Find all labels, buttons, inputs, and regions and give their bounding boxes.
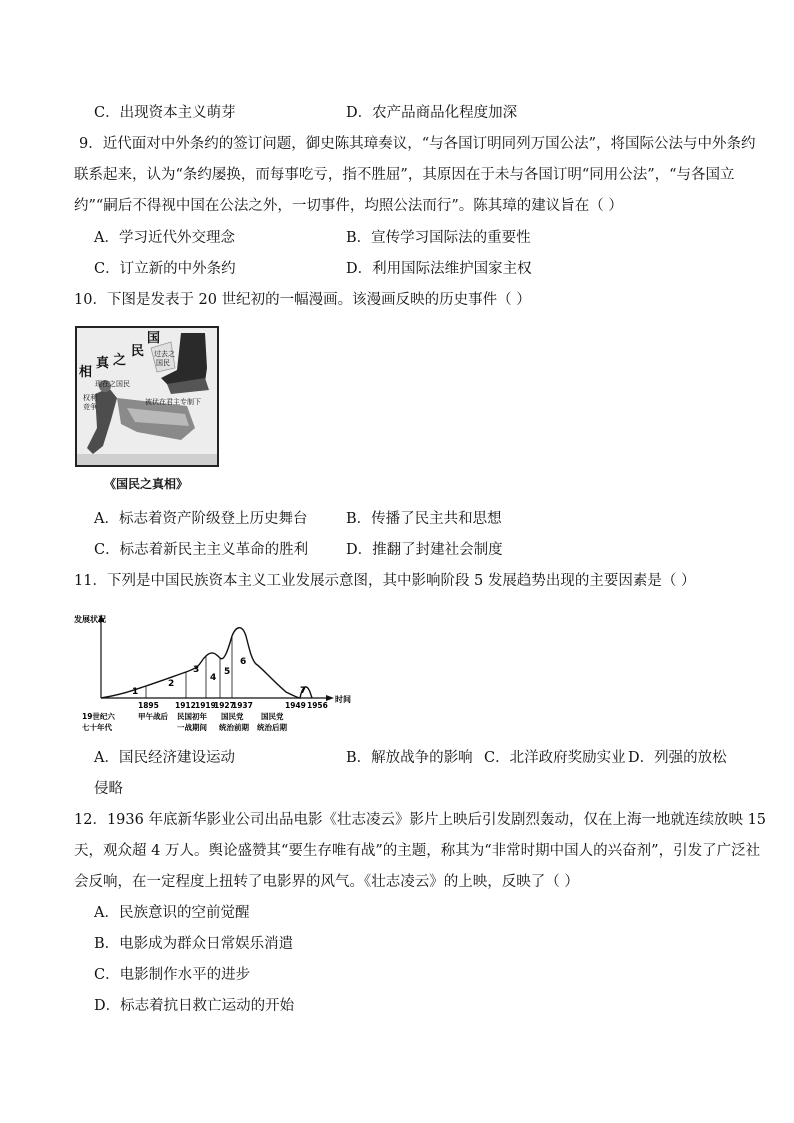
y-axis-label <box>74 614 106 624</box>
year-1956: 1956 <box>307 701 328 710</box>
stage-label-7: 7 <box>300 686 307 696</box>
period-1b: 七十年代 <box>82 723 112 732</box>
industry-development-chart <box>74 606 364 736</box>
q12-stem-line3: 会反响，在一定程度上扭转了电影界的风气。《壮志凌云》的上映，反映了（ ） <box>74 874 579 890</box>
stage-label-4: 4 <box>210 673 217 683</box>
q11-stem: 11．下列是中国民族资本主义工业发展示意图，其中影响阶段 5 发展趋势出现的主要因素是（ ） <box>74 573 696 589</box>
cartoon-label-past2: 国民 <box>156 359 170 367</box>
q12-option-b: B．电影成为群众日常娱乐消遣 <box>94 936 294 952</box>
period-4b: 统治前期 <box>219 723 249 732</box>
period-2: 甲午战后 <box>138 712 168 721</box>
q11-option-a: A．国民经济建设运动 <box>94 750 235 766</box>
q11-option-d-cont: 侵略 <box>94 781 123 797</box>
stage-label-3: 3 <box>193 665 200 675</box>
q12-option-d: D．标志着抗日救亡运动的开始 <box>94 998 295 1014</box>
q11-option-b: B．解放战争的影响 <box>346 750 473 766</box>
stage-label-6: 6 <box>240 657 247 667</box>
stage-label-5: 5 <box>224 667 231 677</box>
q8-option-c: C．出现资本主义萌芽 <box>94 105 236 121</box>
q12-option-c: C．电影制作水平的进步 <box>94 967 251 983</box>
x-axis-label: 时间 <box>335 695 351 704</box>
y-axis-label-line1: 发展状况 <box>74 615 106 624</box>
stage-label-2: 2 <box>168 679 175 689</box>
cartoon-label-compete: 竞争 <box>83 403 97 411</box>
year-1927: 1927 <box>214 701 235 710</box>
q9-option-d: D．利用国际法维护国家主权 <box>346 261 532 277</box>
year-1949: 1949 <box>285 701 306 710</box>
q10-stem: 10．下图是发表于 20 世纪初的一幅漫画。该漫画反映的历史事件（ ） <box>74 292 531 308</box>
q12-stem-line1: 12．1936 年底新华影业公司出品电影《壮志凌云》影片上映后引发剧烈轰动，仅在上海一地就连续放映 15 <box>74 812 767 828</box>
q11-option-d: D．列强的放松 <box>628 750 727 766</box>
q10-option-b: B．传播了民主共和思想 <box>346 511 502 527</box>
cartoon-char-zhi: 之 <box>113 353 127 368</box>
period-3a: 民国初年 <box>177 712 207 721</box>
cartoon-char-zhen: 真 <box>96 356 110 371</box>
period-3b: 一战期间 <box>177 723 207 732</box>
cartoon-caption: 《国民之真相》 <box>104 477 189 491</box>
cartoon-drawing <box>77 328 217 465</box>
q8-option-d: D．农产品商品化程度加深 <box>346 105 518 121</box>
cartoon-image <box>75 326 219 467</box>
q11-option-c: C．北洋政府奖励实业 <box>484 750 626 766</box>
cartoon-label-past: 过去之 <box>154 350 175 358</box>
year-1912: 1912 <box>175 701 196 710</box>
q9-option-b: B．宣传学习国际法的重要性 <box>346 230 531 246</box>
q9-option-a: A．学习近代外交理念 <box>94 230 235 246</box>
stage-label-1: 1 <box>132 687 139 697</box>
q9-stem-line3: 约”“嗣后不得视中国在公法之外，一切事件，均照公法而行”。陈其璋的建议旨在（ ） <box>74 198 623 214</box>
year-1919: 1919 <box>195 701 216 710</box>
q12-option-a: A．民族意识的空前觉醒 <box>94 905 250 921</box>
cartoon-char-guo: 国 <box>147 331 161 346</box>
q9-stem-line2: 联系起来，认为“条约屡换，而每事吃亏，指不胜屈”，其原因在于未与各国订明“同用公法”，“与各国立 <box>74 167 735 183</box>
period-5b: 统治后期 <box>257 723 287 732</box>
q10-option-c: C．标志着新民主主义革命的胜利 <box>94 542 309 558</box>
q10-option-d: D．推翻了封建社会制度 <box>346 542 503 558</box>
year-1937: 1937 <box>232 701 253 710</box>
period-1a: 19世纪六 <box>82 712 115 721</box>
cartoon-label-now: 现在之国民 <box>95 380 130 388</box>
period-4a: 国民党 <box>221 712 244 721</box>
q12-stem-line2: 天，观众超 4 万人。舆论盛赞其“要生存唯有战”的主题，称其为“非常时期中国人的兴奋剂”，引发了广泛社 <box>74 843 761 859</box>
cartoon-label-rights: 权利 <box>83 394 97 402</box>
cartoon-label-under: 被伏在君主专制下 <box>145 398 201 406</box>
q9-option-c: C．订立新的中外条约 <box>94 261 236 277</box>
cartoon-char-xiang: 相 <box>79 365 93 380</box>
cartoon-char-min: 民 <box>131 344 145 359</box>
year-1895: 1895 <box>138 701 159 710</box>
q9-stem-line1: 9．近代面对中外条约的签订问题，御史陈其璋奏议，“与各国订明同列万国公法”，将国际公法与中外条约 <box>79 136 756 152</box>
q10-option-a: A．标志着资产阶级登上历史舞台 <box>94 511 308 527</box>
period-5a: 国民党 <box>261 712 284 721</box>
